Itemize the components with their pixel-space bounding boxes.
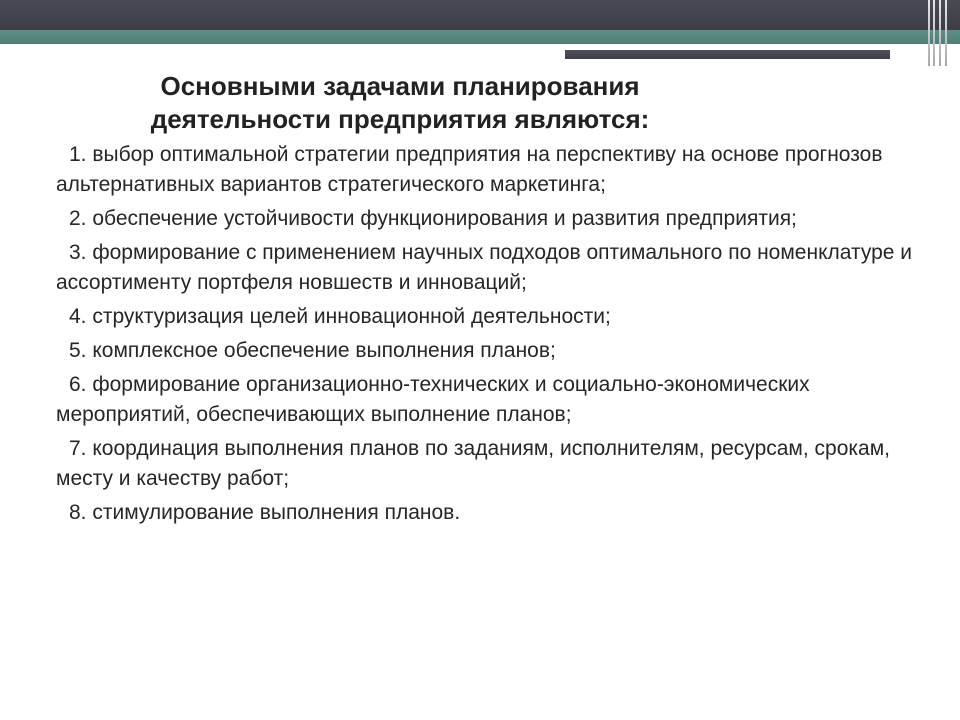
header-dark-band xyxy=(0,0,960,30)
corner-decoration-bar xyxy=(945,0,947,66)
slide-title-line: деятельности предприятия являются: xyxy=(150,104,650,134)
list-item: 5. комплексное обеспечение выполнения планов; xyxy=(69,339,556,362)
list-item: 1. выбор оптимальной стратегии предприятия на перспективу на основе прогнозов альтернативных вариантов стратегического маркетинга; xyxy=(56,143,883,196)
list-item: 3. формирование с применением научных подходов оптимального по номенклатуре и ассортименту портфеля новшеств и инноваций; xyxy=(56,241,913,294)
slide-title-line: Основными задачами планирования xyxy=(160,71,640,101)
header-accent-bar xyxy=(565,50,890,59)
corner-decoration-bar xyxy=(928,0,930,66)
header-teal-stripe xyxy=(0,30,960,44)
list-item: 7. координация выполнения планов по заданиям, исполнителям, ресурсам, срокам, месту и качеству работ; xyxy=(56,437,890,490)
slide-title xyxy=(100,70,700,136)
list-item: 2. обеспечение устойчивости функционирования и развития предприятия; xyxy=(69,207,797,230)
list-item: 6. формирование организационно-технических и социально-экономических мероприятий, обеспечивающих выполнение планов; xyxy=(56,373,810,426)
corner-decoration-bar xyxy=(939,0,941,66)
list-item: 8. стимулирование выполнения планов. xyxy=(69,501,461,524)
tasks-list xyxy=(56,140,916,532)
list-item: 4. структуризация целей инновационной деятельности; xyxy=(69,305,611,328)
corner-decoration-bar xyxy=(933,0,935,66)
